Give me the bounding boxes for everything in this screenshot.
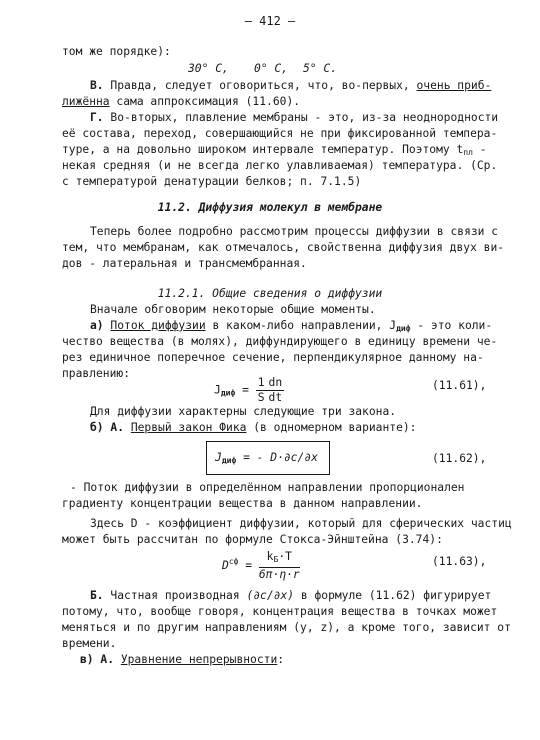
text-line: [62, 44, 171, 59]
subscript: диф: [221, 456, 237, 465]
temperature-value: 5° C.: [303, 62, 338, 75]
eq-lhs: D: [222, 559, 229, 572]
text-span: сама аппроксимация (11.60).: [109, 95, 301, 108]
temperature-value: 30° C,: [188, 62, 229, 75]
eq-sign: =: [245, 559, 253, 572]
intro-sentence: Вначале обговорим некоторые общие моменты.: [90, 303, 376, 316]
paragraph-bb-line4: времени.: [62, 637, 117, 650]
laws-intro: Для диффузии характерны следующие три закона.: [90, 405, 397, 418]
text-span: туре, а на довольно широком интервале температур. Поэтому t: [62, 143, 464, 156]
subscript: Б: [273, 555, 279, 564]
page-number: – 412 –: [244, 14, 296, 28]
text-span: Во-вторых, плавление мембраны - это, из-за неоднородности: [110, 111, 499, 124]
paragraph-g-line2: её состава, переход, совершающийся не при фиксированной темпера-: [62, 127, 498, 140]
paragraph-label: в) А.: [80, 653, 115, 666]
paragraph-label: а): [90, 319, 104, 332]
boxed-equation: [206, 441, 330, 475]
text-span: :: [277, 653, 285, 666]
underlined-text: Первый закон Фика: [130, 421, 247, 434]
text-span: Правда, следует оговориться, что, во-первых,: [110, 79, 417, 92]
text-span: Частная производная: [110, 589, 247, 602]
numerator: 1: [257, 376, 265, 389]
section-title: 11.2. Диффузия молекул в мембране: [157, 201, 383, 214]
paragraph-v-line1: [90, 78, 491, 93]
paragraph-a-line2: чество вещества (в молях), диффундирующего в единицу времени че-: [62, 335, 498, 348]
fraction: [267, 376, 285, 405]
statement-line1: - Поток диффузии в определённом направлении пропорционален: [70, 481, 465, 494]
paragraph-d-line1: Здесь D - коэффициент диффузии, который для сферических частиц: [90, 517, 512, 530]
denominator: S: [257, 391, 265, 404]
paragraph-label: б) А.: [90, 421, 125, 434]
eq-lhs: J: [214, 383, 221, 397]
underlined-text: лижённа: [62, 95, 110, 108]
text-span: в формуле (11.62) фигурирует: [294, 589, 492, 602]
numerator: dn: [268, 376, 283, 389]
intro-line1: Теперь более подробно рассмотрим процессы диффузии в связи с: [90, 225, 499, 238]
paragraph-label: В.: [90, 79, 104, 92]
intro-line3: дов - латеральная и трансмембранная.: [62, 257, 307, 270]
equation-11-61: [214, 376, 284, 405]
text-span: в каком-либо направлении, J: [205, 319, 397, 332]
numerator-text: ·T: [278, 550, 292, 563]
paragraph-d-line2: может быть рассчитан по формуле Стокса-Эйнштейна (3.74):: [62, 533, 443, 546]
subscript: пл: [463, 148, 473, 157]
fraction: [256, 376, 267, 405]
subscript: диф: [396, 324, 411, 333]
superscript: сф: [228, 557, 239, 566]
statement-line2: градиенту концентрации вещества в данном направлении.: [62, 497, 423, 510]
paragraph-bb-line2: потому, что, вообще говоря, концентрация вещества в точках может: [62, 605, 498, 618]
text-span: том же порядке):: [62, 45, 171, 58]
subscript: диф: [220, 388, 236, 398]
text-span: (в одномерном варианте):: [246, 421, 417, 434]
paragraph-bb-line1: [90, 588, 491, 603]
denominator: dt: [268, 391, 283, 404]
intro-line2: тем, что мембранам, как отмечалось, свойственна диффузия двух ви-: [62, 241, 505, 254]
denominator: 6π·η·r: [258, 568, 300, 581]
paragraph-g-line4: некая средняя (и не всегда легко улавливаемая) температура. (Ср.: [62, 159, 498, 172]
eq-rhs: = - D·∂c/∂x: [236, 451, 318, 464]
eq-sign: =: [242, 383, 249, 397]
subsection-title: 11.2.1. Общие сведения о диффузии: [157, 287, 383, 300]
paragraph-g-line1: [90, 110, 498, 125]
equation-11-62: [215, 450, 318, 468]
temperature-value: 0° C,: [254, 62, 289, 75]
equation-number: (11.62),: [432, 452, 487, 465]
paragraph-label: Б.: [90, 589, 104, 602]
equation-number: (11.63),: [432, 555, 487, 568]
fraction: [259, 550, 300, 582]
paragraph-label: Г.: [90, 111, 104, 124]
paragraph-a-line4: правлению:: [62, 367, 131, 380]
italic-text: (∂c/∂x): [246, 589, 295, 602]
paragraph-b-line: [90, 420, 417, 435]
paragraph-a-line3: рез единичное поперечное сечение, перпендикулярное данному на-: [62, 351, 484, 364]
equation-number: (11.61),: [432, 379, 487, 392]
eq-lhs: J: [215, 451, 222, 464]
text-span: - это коли-: [410, 319, 493, 332]
numerator-text: k: [266, 550, 274, 563]
underlined-text: Уравнение непрерывности: [120, 653, 278, 666]
underlined-text: очень приб-: [416, 79, 492, 92]
paragraph-v-line2: [62, 94, 300, 109]
paragraph-g-line5: с температурой денатурации белков; п. 7.1.5): [62, 175, 362, 188]
paragraph-bb-line3: меняться и по другим направлениям (y, z), а кроме того, зависит от: [62, 621, 511, 634]
paragraph-v2-line: [80, 652, 284, 667]
equation-11-63: [222, 550, 300, 582]
underlined-text: Поток диффузии: [110, 319, 206, 332]
text-span: -: [472, 143, 487, 156]
numerator: [259, 550, 300, 568]
